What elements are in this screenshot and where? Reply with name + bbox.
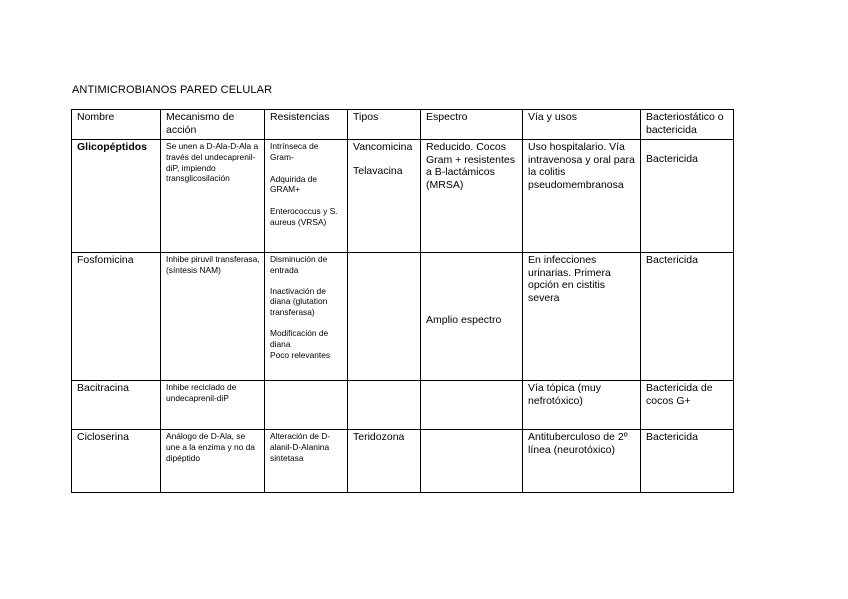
header-cell: Bacteriostático o bactericida	[641, 110, 734, 140]
resistencia-item: Enterococcus y S. aureus (VRSA)	[270, 206, 338, 227]
header-cell: Tipos	[348, 110, 421, 140]
cell-tipos	[348, 253, 421, 381]
resistencia-item: Adquirida de GRAM+	[270, 173, 318, 195]
tipo-item: Vancomicina	[353, 141, 413, 153]
cell-espectro	[421, 430, 523, 493]
document-title: ANTIMICROBIANOS PARED CELULAR	[72, 84, 273, 96]
antimicrobial-table	[71, 109, 734, 493]
cell-via: Uso hospitalario. Vía intravenosa y oral para la colitis pseudomembranosa	[523, 140, 641, 253]
resistencia-item: Inactivación de diana (glutation transferasa)	[270, 285, 328, 318]
cell-espectro	[421, 253, 523, 381]
cell-via: Antituberculoso de 2º línea (neurotóxico)	[523, 430, 641, 493]
espectro-value: Amplio espectro	[426, 314, 502, 326]
header-cell: Vía y usos	[523, 110, 641, 140]
cell-mecanismo: Inhibe reciclado de undecaprenil-diP	[161, 381, 265, 430]
tipo-item: Telavacina	[353, 164, 403, 177]
table-row	[72, 430, 734, 493]
cell-bacter: Bactericida de cocos G+	[641, 381, 734, 430]
cell-via: En infecciones urinarias. Primera opción en cistitis severa	[523, 253, 641, 381]
cell-nombre: Bacitracina	[72, 381, 161, 430]
table-row	[72, 253, 734, 381]
cell-mecanismo: Análogo de D-Ala, se une a la enzima y no da dipéptido	[161, 430, 265, 493]
cell-bacter: Bactericida	[641, 253, 734, 381]
cell-espectro: Reducido. Cocos Gram + resistentes a B-lactámicos (MRSA)	[421, 140, 523, 253]
cell-resistencias: Alteración de D-alanil-D-Alanina sintetasa	[265, 430, 348, 493]
resistencia-item: Disminución de entrada	[270, 254, 328, 275]
cell-tipos	[348, 381, 421, 430]
table-header-row	[72, 110, 734, 140]
cell-espectro	[421, 381, 523, 430]
header-cell: Nombre	[72, 110, 161, 140]
cell-mecanismo: Inhibe piruvil transferasa, (síntesis NAM)	[161, 253, 265, 381]
table-row	[72, 381, 734, 430]
cell-bacter: Bactericida	[641, 430, 734, 493]
cell-nombre: Cicloserina	[72, 430, 161, 493]
cell-tipos: Teridozona	[348, 430, 421, 493]
resistencia-item: Intrínseca de Gram-	[270, 141, 319, 162]
header-cell: Resistencias	[265, 110, 348, 140]
cell-mecanismo: Se unen a D-Ala-D-Ala a través del undecaprenil-diP, impiendo transglicosilación	[161, 140, 265, 253]
resistencia-item: Modificación de diana	[270, 327, 329, 349]
cell-resistencias	[265, 253, 348, 381]
header-cell: Espectro	[421, 110, 523, 140]
cell-nombre: Fosfomicina	[72, 253, 161, 381]
cell-nombre: Glicopéptidos	[72, 140, 161, 253]
cell-via: Vía tópica (muy nefrotóxico)	[523, 381, 641, 430]
table-row	[72, 140, 734, 253]
cell-resistencias	[265, 381, 348, 430]
cell-tipos	[348, 140, 421, 253]
resistencia-item: Poco relevantes	[270, 349, 331, 360]
bacter-value: Bactericida	[646, 153, 698, 165]
cell-resistencias	[265, 140, 348, 253]
cell-bacter	[641, 140, 734, 253]
header-cell: Mecanismo de acción	[161, 110, 265, 140]
